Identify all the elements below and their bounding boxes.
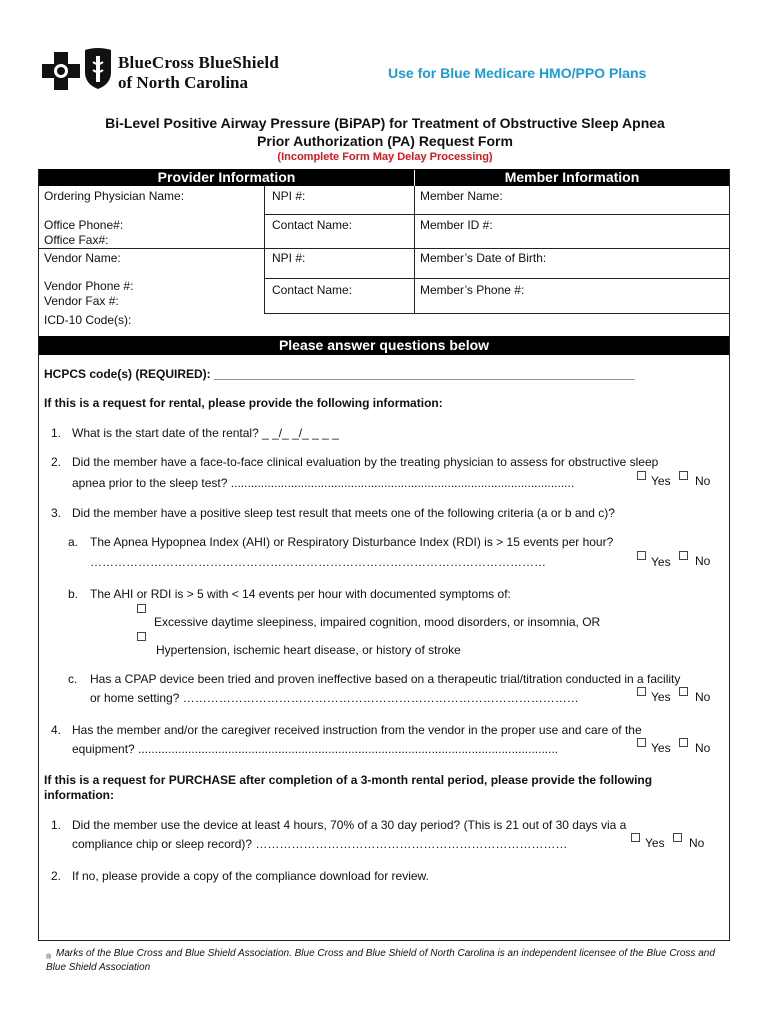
p1-yes-checkbox[interactable] xyxy=(631,833,640,842)
yes-label: Yes xyxy=(651,690,671,704)
question-number: 2. xyxy=(51,455,62,469)
contact-name-field[interactable]: Contact Name: xyxy=(272,218,353,232)
registered-mark: ® xyxy=(46,954,52,961)
member-info-header: Member Information xyxy=(415,169,729,186)
blue-cross-logo-icon xyxy=(42,52,80,90)
q3c-yes-checkbox[interactable] xyxy=(637,687,646,696)
member-id-field[interactable]: Member ID #: xyxy=(420,218,493,232)
vendor-contact-name-field[interactable]: Contact Name: xyxy=(272,283,353,297)
member-phone-field[interactable]: Member’s Phone #: xyxy=(420,283,525,297)
no-label: No xyxy=(689,836,705,850)
blue-shield-logo-icon xyxy=(84,48,112,90)
q3a-yes-checkbox[interactable] xyxy=(637,551,646,560)
grid-divider xyxy=(264,186,265,314)
sub-question-label: a. xyxy=(68,535,79,549)
yes-label: Yes xyxy=(651,555,671,566)
compliance-download-note: If no, please provide a copy of the compliance download for review. xyxy=(72,869,429,883)
daytime-sleepiness-checkbox[interactable] xyxy=(137,604,146,613)
q3c-no-checkbox[interactable] xyxy=(679,687,688,696)
sub-question-label: b. xyxy=(68,587,79,601)
cpap-tried-question-cont: or home setting? ……………………………………………………………………………………… xyxy=(90,691,579,705)
question-number: 2. xyxy=(51,869,62,883)
p1-no-checkbox[interactable] xyxy=(673,833,682,842)
question-number: 4. xyxy=(51,723,62,737)
sub-question-label: c. xyxy=(68,672,78,686)
q4-yes-checkbox[interactable] xyxy=(637,738,646,747)
footer-disclaimer: Marks of the Blue Cross and Blue Shield Association. Blue Cross and Blue Shield of North Carolina is an independent licensee of the Blue Cross and xyxy=(56,948,715,959)
grid-divider xyxy=(264,313,730,314)
hcpcs-field[interactable]: HCPCS code(s) (REQUIRED): _______________________________________________________________ xyxy=(44,367,635,381)
question-number: 1. xyxy=(51,426,62,440)
no-label: No xyxy=(695,474,711,488)
q2-no-checkbox[interactable] xyxy=(679,471,688,480)
face-to-face-question-cont: apnea prior to the sleep test? ....................................................................................................... xyxy=(72,476,575,490)
no-label: No xyxy=(695,741,711,755)
grid-divider xyxy=(39,248,730,249)
vendor-phone-field[interactable]: Vendor Phone #: xyxy=(44,279,134,293)
q2-yes-checkbox[interactable] xyxy=(637,471,646,480)
provider-info-header: Provider Information xyxy=(39,169,414,186)
rental-start-date-question[interactable]: What is the start date of the rental? _ _/_ _/_ _ _ _ xyxy=(72,426,339,440)
office-phone-field[interactable]: Office Phone#: xyxy=(44,218,124,232)
cpap-tried-question: Has a CPAP device been tried and proven ineffective based on a therapeutic trial/titration conducted in a facility xyxy=(90,672,681,686)
hypertension-checkbox[interactable] xyxy=(137,632,146,641)
yes-label: Yes xyxy=(651,741,671,752)
brand-region: of North Carolina xyxy=(118,73,249,92)
instruction-question-cont: equipment? .............................................................................................................................. xyxy=(72,742,559,756)
instruction-question: Has the member and/or the caregiver received instruction from the vendor in the proper use and care of the xyxy=(72,723,642,737)
ordering-physician-field[interactable]: Ordering Physician Name: xyxy=(44,189,185,203)
office-fax-field[interactable]: Office Fax#: xyxy=(44,233,109,247)
q4-no-checkbox[interactable] xyxy=(679,738,688,747)
footer-disclaimer-cont: Blue Shield Association xyxy=(46,962,151,973)
grid-divider xyxy=(264,278,730,279)
purchase-intro: If this is a request for PURCHASE after completion of a 3-month rental period, please provide the following xyxy=(44,773,653,787)
form-title: Bi-Level Positive Airway Pressure (BiPAP) for Treatment of Obstructive Sleep Apnea xyxy=(105,115,665,131)
hypertension-option: Hypertension, ischemic heart disease, or history of stroke xyxy=(156,643,461,657)
vendor-name-field[interactable]: Vendor Name: xyxy=(44,251,121,265)
daytime-sleepiness-option: Excessive daytime sleepiness, impaired cognition, mood disorders, or insomnia, OR xyxy=(154,615,601,629)
sleep-test-question: Did the member have a positive sleep test result that meets one of the following criteria (a or b and c)? xyxy=(72,506,615,520)
npi-field[interactable]: NPI #: xyxy=(272,189,306,203)
question-number: 1. xyxy=(51,818,62,832)
rental-intro: If this is a request for rental, please provide the following information: xyxy=(44,396,443,410)
grid-divider xyxy=(414,186,415,314)
grid-divider xyxy=(264,214,730,215)
yes-label: Yes xyxy=(645,836,665,850)
ahi-rdi-15-question: The Apnea Hypopnea Index (AHI) or Respiratory Disturbance Index (RDI) is > 15 events per hour? xyxy=(90,535,614,549)
member-dob-field[interactable]: Member’s Date of Birth: xyxy=(420,251,547,265)
q3a-no-checkbox[interactable] xyxy=(679,551,688,560)
no-label: No xyxy=(695,690,711,704)
plans-label: Use for Blue Medicare HMO/PPO Plans xyxy=(388,65,647,81)
question-number: 3. xyxy=(51,506,62,520)
no-label: No xyxy=(695,554,711,568)
ahi-rdi-15-leader: …………………………………………………………………………………………………… xyxy=(90,555,546,569)
device-usage-question-cont: compliance chip or sleep record)? …………………………………………………………………… xyxy=(72,837,568,851)
form-subtitle: Prior Authorization (PA) Request Form xyxy=(257,133,513,149)
yes-label: Yes xyxy=(651,474,671,488)
purchase-intro-cont: information: xyxy=(44,788,114,802)
device-usage-question: Did the member use the device at least 4 hours, 70% of a 30 day period? (This is 21 out of 30 days via a xyxy=(72,818,627,832)
brand-name: BlueCross BlueShield xyxy=(118,53,279,72)
questions-header: Please answer questions below xyxy=(39,336,729,355)
icd10-field[interactable]: ICD-10 Code(s): xyxy=(44,313,132,327)
member-name-field[interactable]: Member Name: xyxy=(420,189,503,203)
incomplete-warning: (Incomplete Form May Delay Processing) xyxy=(277,151,493,163)
vendor-npi-field[interactable]: NPI #: xyxy=(272,251,306,265)
face-to-face-question: Did the member have a face-to-face clinical evaluation by the treating physician to assess for obstructive sleep xyxy=(72,455,659,469)
vendor-fax-field[interactable]: Vendor Fax #: xyxy=(44,294,119,308)
ahi-rdi-5-question: The AHI or RDI is > 5 with < 14 events per hour with documented symptoms of: xyxy=(90,587,511,601)
